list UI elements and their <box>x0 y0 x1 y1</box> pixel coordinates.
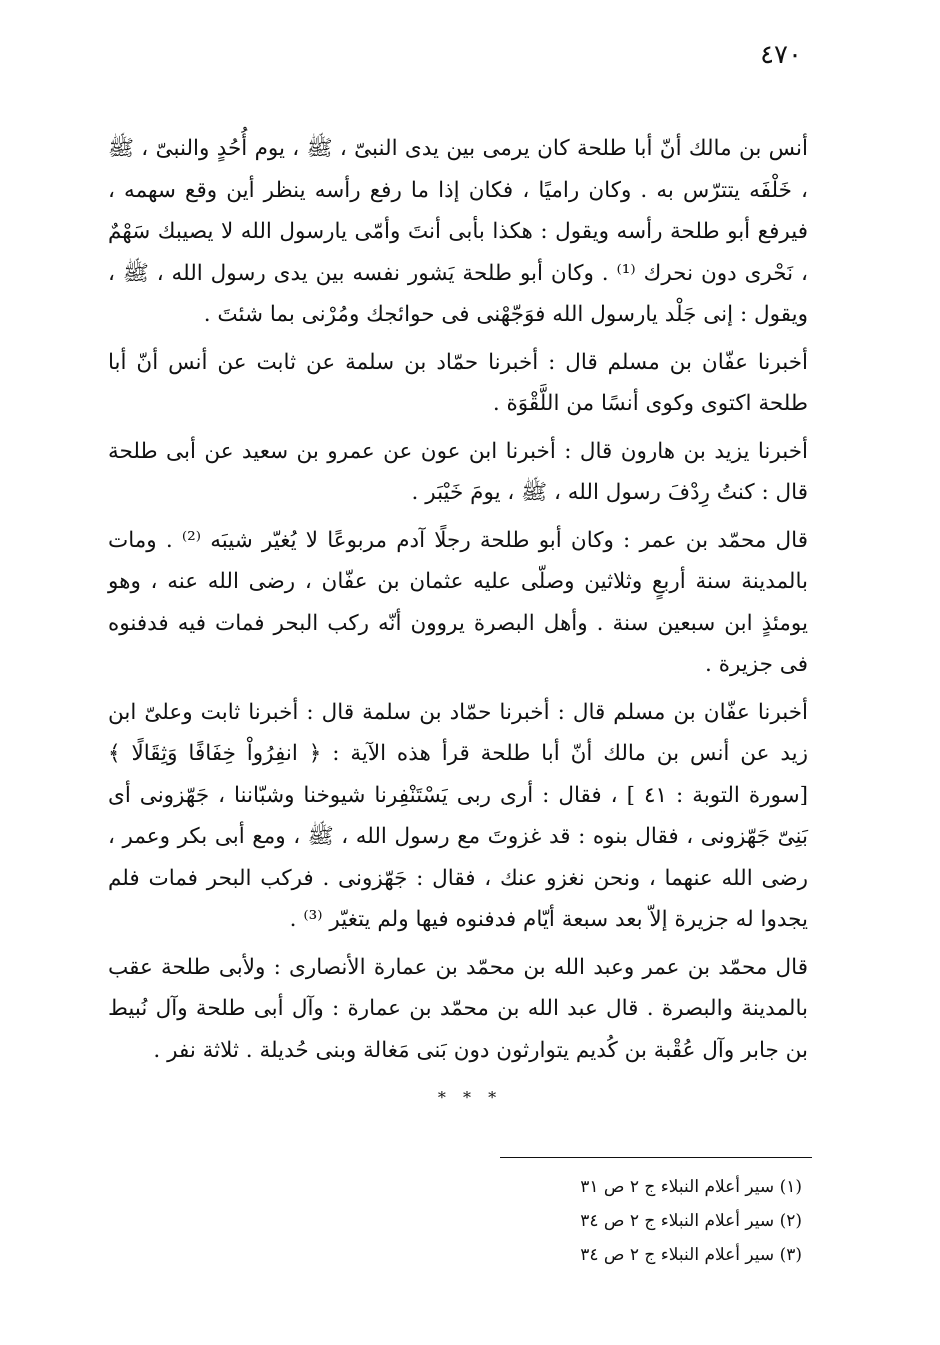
paragraph-1: أنس بن مالك أنّ أبا طلحة كان يرمى بين يدى النبىّ ، ﷺ ، يوم أُحُدٍ والنبىّ ، ﷺ ، خَلْفَه يتترّس به . وكان راميًا ، فكان إذا ما رفع رأسه ينظر أين وقع سهمه ، فيرفع أبو طلحة رأسه ويقول : هكذا بأبى أنتَ وأمّى يارسول الله لا يصيبك سَهْمٌ ، نَحْرى دون نحرك ⁽¹⁾ . وكان أبو طلحة يَشور نفسه بين يدى رسول الله ، ﷺ ، ويقول : إنى جَلْد يارسول الله فوَجّهْنى فى حوائجك ومُرْنى بما شئتَ . <box>108 136 808 327</box>
footnote-divider <box>500 1157 812 1158</box>
footnote-3: (٣) سير أعلام النبلاء ج ٢ ص ٣٤ <box>580 1245 802 1265</box>
footnote-1: (١) سير أعلام النبلاء ج ٢ ص ٣١ <box>580 1177 802 1197</box>
main-text <box>108 128 808 1077</box>
paragraph-4: قال محمّد بن عمر : وكان أبو طلحة رجلًا آدم مربوعًا لا يُغيّر شيبَه ⁽²⁾ . ومات بالمدينة سنة أربعٍ وثلاثين وصلّى عليه عثمان بن عفّان ، رضى الله عنه ، وهو يومئذٍ ابن سبعين سنة . وأهل البصرة يروون أنّه ركب البحر فمات فيه فدفنوه فى جزيرة . <box>108 527 808 677</box>
section-separator: * * * <box>437 1088 503 1107</box>
paragraph-2: أخبرنا عفّان بن مسلم قال : أخبرنا حمّاد بن سلمة عن ثابت عن أنس أنّ أبا طلحة اكتوى وكوى أنسًا من اللَّقْوَة . <box>108 349 808 416</box>
paragraph-6: قال محمّد بن عمر وعبد الله بن محمّد بن عمارة الأنصارى : ولأبى طلحة عقب بالمدينة والبصرة . قال عبد الله بن محمّد بن عمارة : وآل أبى طلحة وآل نُبيط بن جابر وآل عُقْبة بن كُديم يتوارثون دون بَنى مَغالة وبنى حُديلة . ثلاثة نفر . <box>108 954 808 1063</box>
footnote-2: (٢) سير أعلام النبلاء ج ٢ ص ٣٤ <box>580 1211 802 1231</box>
paragraph-3: أخبرنا يزيد بن هارون قال : أخبرنا ابن عون عن عمرو بن سعيد عن أبى طلحة قال : كنتُ رِدْفَ رسول الله ، ﷺ ، يومَ خَيْبَر . <box>108 438 808 505</box>
footnotes <box>450 1170 802 1272</box>
paragraph-5: أخبرنا عفّان بن مسلم قال : أخبرنا حمّاد بن سلمة قال : أخبرنا ثابت وعلىّ ابن زيد عن أنس بن مالك أنّ أبا طلحة قرأ هذه الآية : ﴿ انفِرُواْ خِفَافًا وَثِقَالًا ﴾ [سورة التوبة : ٤١ ] ، فقال : أرى ربى يَسْتَنْفِرنا شيوخنا وشبّاننا ، جَهّزونى أى بَنِىّ جَهّزونى ، فقال بنوه : قد غزوتَ مع رسول الله ، ﷺ ، ومع أبى بكر وعمر ، رضى الله عنهما ، ونحن نغزو عنك ، فقال : جَهّزونى . فركب البحر فمات فلم يجدوا له جزيرة إلاّ بعد سبعة أيّام فدفنوه فيها ولم يتغيّر ⁽³⁾ . <box>108 699 808 932</box>
page-number: ٤٧٠ <box>760 40 802 70</box>
